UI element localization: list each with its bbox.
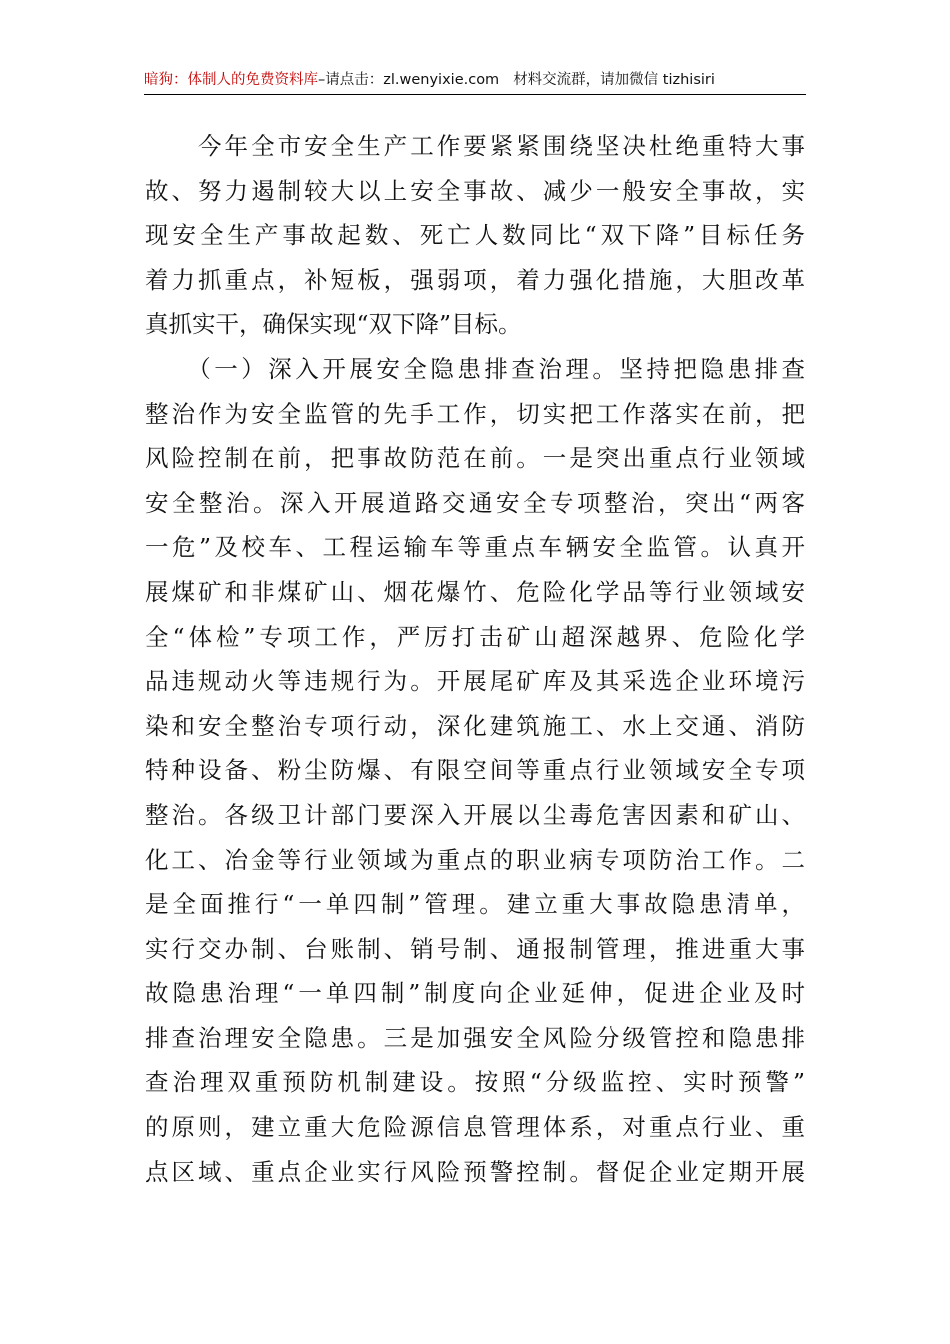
text-line: 查治理双重预防机制建设。按照“分级监控、实时预警” [145, 1068, 805, 1097]
text-line: 着力抓重点，补短板，强弱项，着力强化措施，大胆改革 [145, 265, 805, 294]
text-line: 现安全生产事故起数、死亡人数同比“双下降”目标任务 [145, 221, 805, 250]
page-header [144, 70, 806, 95]
website-link[interactable]: zl.wenyixie.com [383, 72, 500, 88]
click-prompt: –请点击： [318, 72, 384, 88]
text-line: 安全整治。深入开展道路交通安全专项整治，突出“两客 [145, 488, 805, 517]
text-line: 真抓实干，确保实现“双下降”目标。 [145, 310, 522, 339]
text-line: 一危”及校车、工程运输车等重点车辆安全监管。认真开 [145, 533, 805, 562]
text-line: 故、努力遏制较大以上安全事故、减少一般安全事故，实 [145, 176, 805, 205]
text-line: 整治。各级卫计部门要深入开展以尘毒危害因素和矿山、 [145, 800, 805, 829]
site-name: 暗狗：体制人的免费资料库 [144, 72, 318, 88]
text-line: 染和安全整治专项行动，深化建筑施工、水上交通、消防 [145, 711, 805, 740]
text-line: 是全面推行“一单四制”管理。建立重大事故隐患清单， [145, 890, 805, 919]
text-line: 点区域、重点企业实行风险预警控制。督促企业定期开展 [145, 1157, 805, 1186]
text-line: 的原则，建立重大危险源信息管理体系，对重点行业、重 [145, 1113, 805, 1142]
text-line: 品违规动火等违规行为。开展尾矿库及其采选企业环境污 [145, 667, 805, 696]
wechat-group-note: 材料交流群，请加微信 tizhisiri [513, 72, 715, 88]
text-line: 排查治理安全隐患。三是加强安全风险分级管控和隐患排 [145, 1023, 805, 1052]
text-line: 全“体检”专项工作，严厉打击矿山超深越界、危险化学 [145, 622, 805, 651]
text-line: 实行交办制、台账制、销号制、通报制管理，推进重大事 [145, 934, 805, 963]
text-line: 化工、冶金等行业领域为重点的职业病专项防治工作。二 [145, 845, 805, 874]
text-line: 今年全市安全生产工作要紧紧围绕坚决杜绝重特大事 [145, 132, 805, 160]
text-line: 展煤矿和非煤矿山、烟花爆竹、危险化学品等行业领域安 [145, 577, 805, 606]
text-line: （一）深入开展安全隐患排查治理。坚持把隐患排查 [145, 354, 805, 383]
document-body [145, 124, 805, 1194]
text-line: 整治作为安全监管的先手工作，切实把工作落实在前，把 [145, 399, 805, 428]
text-line: 故隐患治理“一单四制”制度向企业延伸，促进企业及时 [145, 979, 805, 1008]
text-line: 特种设备、粉尘防爆、有限空间等重点行业领域安全专项 [145, 756, 805, 785]
text-line: 风险控制在前，把事故防范在前。一是突出重点行业领域 [145, 444, 805, 473]
